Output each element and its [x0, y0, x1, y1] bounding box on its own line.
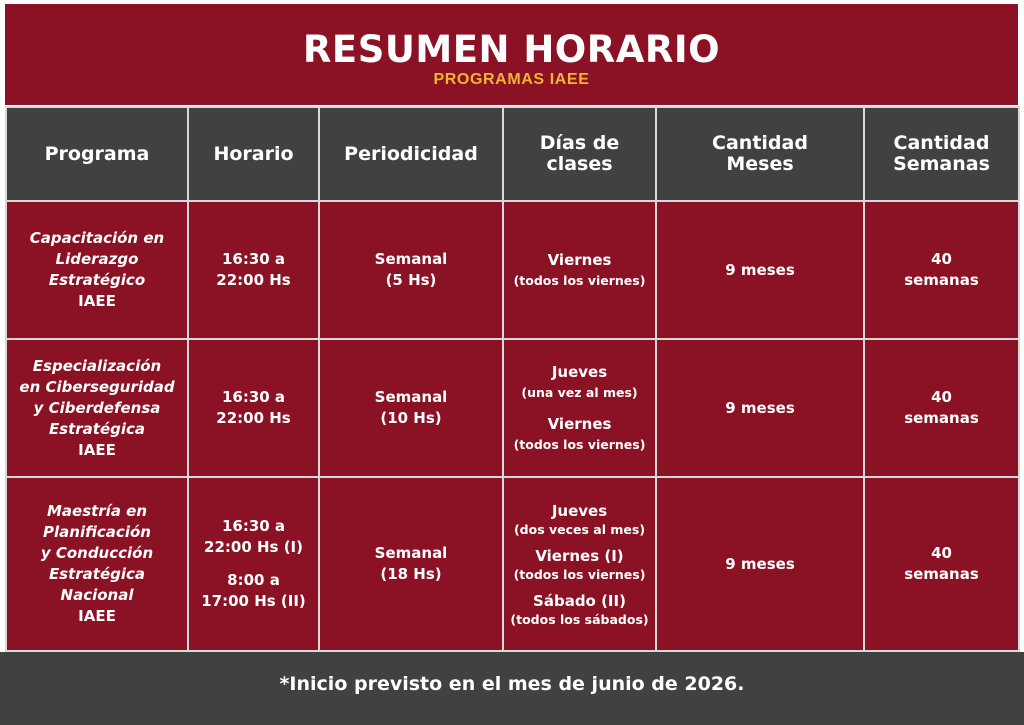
table-header-row: [6, 107, 1019, 201]
class-day: [504, 591, 655, 628]
program-name-line: Estratégica: [48, 419, 146, 438]
schedule-cell: [188, 201, 319, 339]
schedule-table: [5, 106, 1020, 652]
program-name-line: Maestría en: [46, 502, 148, 520]
program-name-line: en Ciberseguridad: [19, 377, 175, 396]
table-row: [6, 339, 1019, 477]
class-day: [504, 250, 655, 290]
program-name-line: Especialización: [32, 356, 162, 375]
title-banner: [5, 4, 1018, 105]
weeks-cell: [864, 339, 1019, 477]
class-day: [504, 362, 655, 402]
class-day: [504, 414, 655, 454]
periodicity-hours: (5 Hs): [385, 271, 437, 289]
class-day-name: Sábado (II): [533, 591, 626, 610]
class-day-note: (una vez al mes): [521, 385, 638, 400]
class-day-note: (todos los viernes): [513, 566, 646, 582]
class-day-note: (todos los viernes): [513, 273, 646, 288]
schedule-cell: [188, 477, 319, 651]
periodicity-line: Semanal: [374, 250, 448, 268]
column-header-semanas: Cantidad Semanas: [864, 107, 1019, 201]
class-day-name: Jueves: [551, 501, 608, 520]
page-subtitle: PROGRAMAS IAEE: [433, 71, 590, 88]
months-cell: 9 meses: [656, 201, 864, 339]
schedule-line: 22:00 Hs (I): [204, 538, 303, 556]
months-cell: 9 meses: [656, 477, 864, 651]
spacer: [504, 402, 655, 414]
class-day-note: (dos veces al mes): [513, 521, 646, 537]
days-cell: [503, 339, 656, 477]
class-day-name: Viernes (I): [535, 546, 624, 565]
spacer: [189, 558, 318, 570]
program-name-line: Capacitación en: [29, 229, 165, 247]
program-name-line: Planificación: [43, 523, 151, 541]
spacer: [504, 538, 655, 546]
column-header-dias: Días de clases: [503, 107, 656, 201]
periodicity-line: Semanal: [374, 544, 448, 562]
footer-note: *Inicio previsto en el mes de junio de 2026.: [0, 652, 1024, 725]
column-header-periodicidad: Periodicidad: [319, 107, 503, 201]
schedule-line: 16:30 a: [221, 517, 286, 535]
program-cell: [6, 201, 188, 339]
class-day: [504, 501, 655, 538]
class-day-name: Viernes: [547, 415, 612, 433]
weeks-count: 40: [931, 388, 952, 406]
program-name-line: Nacional: [60, 586, 134, 604]
weeks-cell: [864, 477, 1019, 651]
program-name-line: Estratégico: [48, 271, 146, 289]
periodicity-cell: [319, 201, 503, 339]
periodicity-cell: [319, 477, 503, 651]
class-day-name: Viernes: [547, 251, 612, 269]
weeks-count: 40: [931, 544, 952, 562]
periodicity-line: Semanal: [374, 388, 448, 406]
spacer: [504, 583, 655, 591]
program-name-line: Estratégica: [48, 565, 146, 583]
periodicity-cell: [319, 339, 503, 477]
weeks-count: 40: [931, 250, 952, 268]
schedule-line: 16:30 a: [221, 388, 286, 406]
column-header-horario: Horario: [188, 107, 319, 201]
weeks-unit: semanas: [904, 271, 979, 289]
program-name-line: Liderazgo: [55, 250, 139, 268]
class-day-note: (todos los sábados): [510, 611, 649, 627]
schedule-line: 8:00 a: [227, 571, 280, 589]
class-day: [504, 546, 655, 583]
column-header-programa: Programa: [6, 107, 188, 201]
months-cell: 9 meses: [656, 339, 864, 477]
institution-label: IAEE: [78, 292, 116, 310]
institution-label: IAEE: [78, 440, 116, 459]
days-cell: [503, 201, 656, 339]
periodicity-hours: (10 Hs): [380, 409, 442, 427]
weeks-unit: semanas: [904, 409, 979, 427]
table-row: [6, 201, 1019, 339]
schedule-line: 22:00 Hs: [216, 409, 291, 427]
column-header-meses: Cantidad Meses: [656, 107, 864, 201]
program-name-line: y Conducción: [40, 544, 154, 562]
page-title: RESUMEN HORARIO: [302, 28, 721, 71]
schedule-line: 17:00 Hs (II): [201, 592, 306, 610]
weeks-unit: semanas: [904, 565, 979, 583]
table-row: [6, 477, 1019, 651]
institution-label: IAEE: [78, 607, 116, 625]
schedule-line: 22:00 Hs: [216, 271, 291, 289]
program-name-line: y Ciberdefensa: [33, 398, 161, 417]
schedule-line: 16:30 a: [221, 250, 286, 268]
schedule-cell: [188, 339, 319, 477]
class-day-name: Jueves: [551, 363, 608, 381]
program-cell: [6, 339, 188, 477]
program-cell: [6, 477, 188, 651]
days-cell: [503, 477, 656, 651]
weeks-cell: [864, 201, 1019, 339]
periodicity-hours: (18 Hs): [380, 565, 442, 583]
class-day-note: (todos los viernes): [513, 437, 646, 452]
